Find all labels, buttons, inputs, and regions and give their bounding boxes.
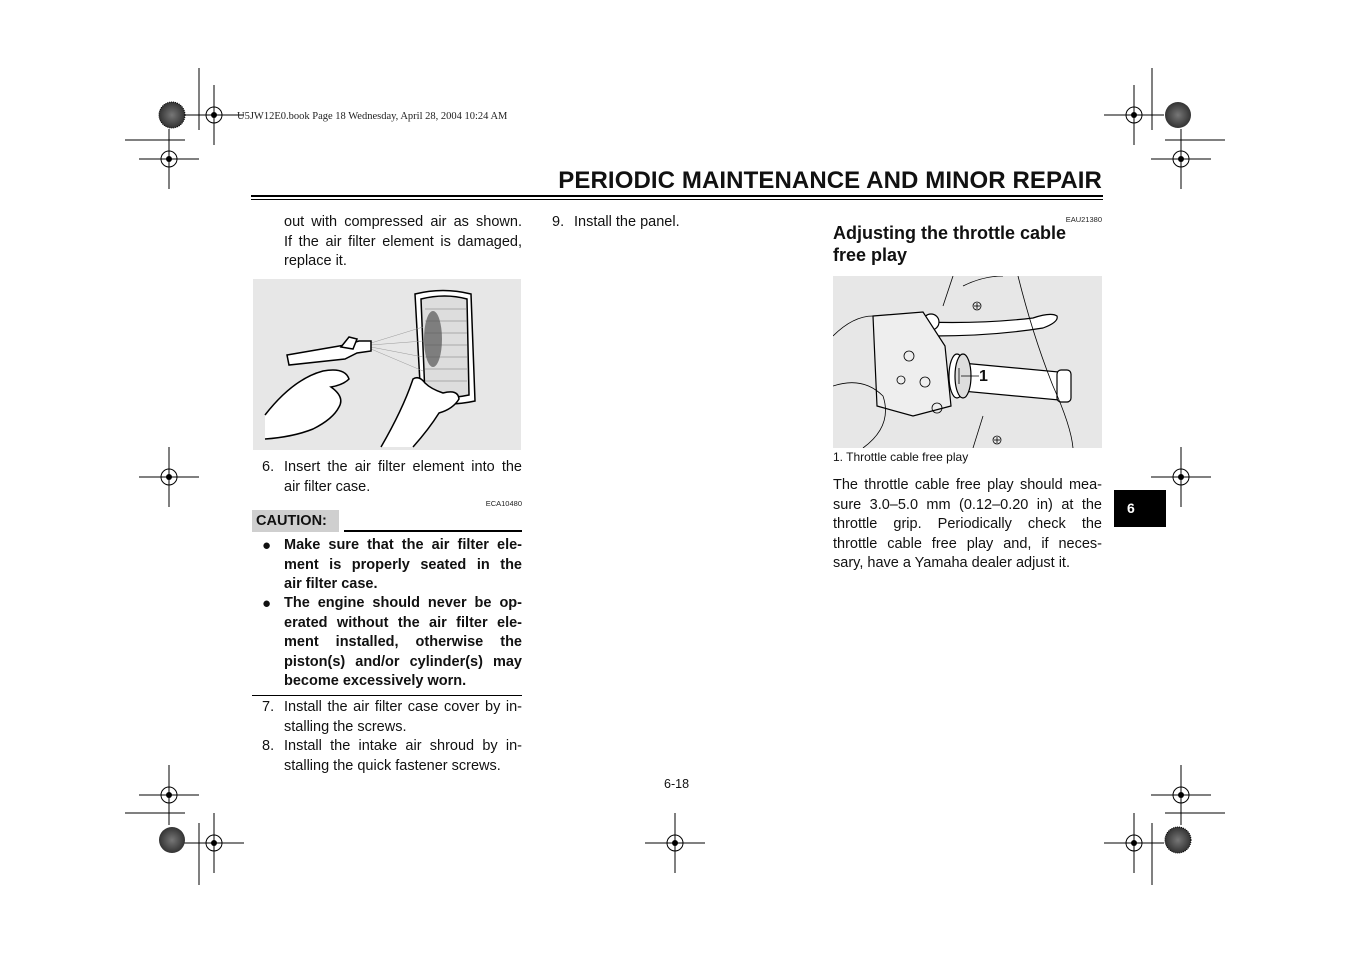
text-line: Make sure that the air filter ele-: [284, 537, 522, 553]
text-line: stalling the quick fastener screws.: [284, 757, 501, 774]
caution-code: ECA10480: [485, 499, 522, 508]
bullet-icon: ●: [262, 595, 272, 612]
heading-line: free play: [833, 245, 908, 265]
caution-rule: [344, 530, 522, 532]
subsection-heading: [833, 222, 1103, 266]
text-line: If the air filter element is damaged,: [284, 233, 522, 250]
text-line: replace it.: [284, 253, 347, 269]
caution-label: CAUTION:: [252, 510, 339, 532]
text-line: out with compressed air as shown.: [284, 214, 522, 230]
step-number: 9.: [552, 214, 565, 230]
text-line: ment is properly seated in the: [284, 556, 522, 573]
step-8: [262, 737, 522, 777]
intro-paragraph: [284, 213, 522, 272]
page-number: 6-18: [664, 777, 690, 791]
text-line: air filter case.: [284, 478, 371, 495]
header-rule-thin: [251, 199, 1103, 200]
step-7: [262, 698, 522, 738]
section-title: PERIODIC MAINTENANCE AND MINOR REPAIR: [558, 167, 1102, 194]
text-line: throttle cable free play and, if neces-: [833, 535, 1102, 552]
step-number: 8.: [262, 738, 275, 754]
caution-end-rule: [252, 695, 522, 696]
caution-bullet-1: [262, 536, 532, 596]
step-9: [552, 213, 792, 235]
text-line: The engine should never be op-: [284, 595, 522, 611]
text-line: sure 3.0–5.0 mm (0.12–0.20 in) at the: [833, 496, 1102, 513]
bullet-icon: ●: [262, 537, 272, 554]
chapter-tab: 6: [1114, 490, 1166, 527]
step-number: 7.: [262, 699, 275, 715]
step-text: Install the panel.: [574, 214, 680, 230]
text-line: throttle grip. Periodically check the: [833, 516, 1102, 532]
book-info-line: U5JW12E0.book Page 18 Wednesday, April 28, 2004 10:24 AM: [237, 111, 508, 122]
caution-bullet-2: [262, 594, 532, 694]
text-line: stalling the screws.: [284, 718, 407, 735]
step-6: [262, 458, 522, 498]
text-line: piston(s) and/or cylinder(s) may: [284, 653, 522, 670]
text-line: air filter case.: [284, 576, 378, 592]
step-number: 6.: [262, 459, 275, 475]
throttle-paragraph: [833, 476, 1102, 574]
text-line: Install the intake air shroud by in-: [284, 738, 522, 754]
text-line: Install the air filter case cover by in-: [284, 699, 522, 715]
throttle-grip-figure: [833, 276, 1102, 448]
text-line: become excessively worn.: [284, 673, 467, 689]
heading-line: Adjusting the throttle cable: [833, 223, 1067, 243]
text-line: sary, have a Yamaha dealer adjust it.: [833, 555, 1070, 571]
text-line: erated without the air filter ele-: [284, 614, 522, 631]
text-line: Insert the air filter element into the: [284, 459, 522, 475]
header-rule: [251, 195, 1103, 197]
figure-caption: 1. Throttle cable free play: [833, 450, 969, 464]
text-line: The throttle cable free play should mea-: [833, 477, 1102, 493]
section-code: EAU21380: [1065, 215, 1102, 224]
air-filter-cleaning-figure: [253, 279, 521, 450]
throttle-grip-drawing: [833, 276, 1102, 448]
text-line: ment installed, otherwise the: [284, 634, 522, 650]
figure-callout-1: 1: [979, 368, 988, 385]
